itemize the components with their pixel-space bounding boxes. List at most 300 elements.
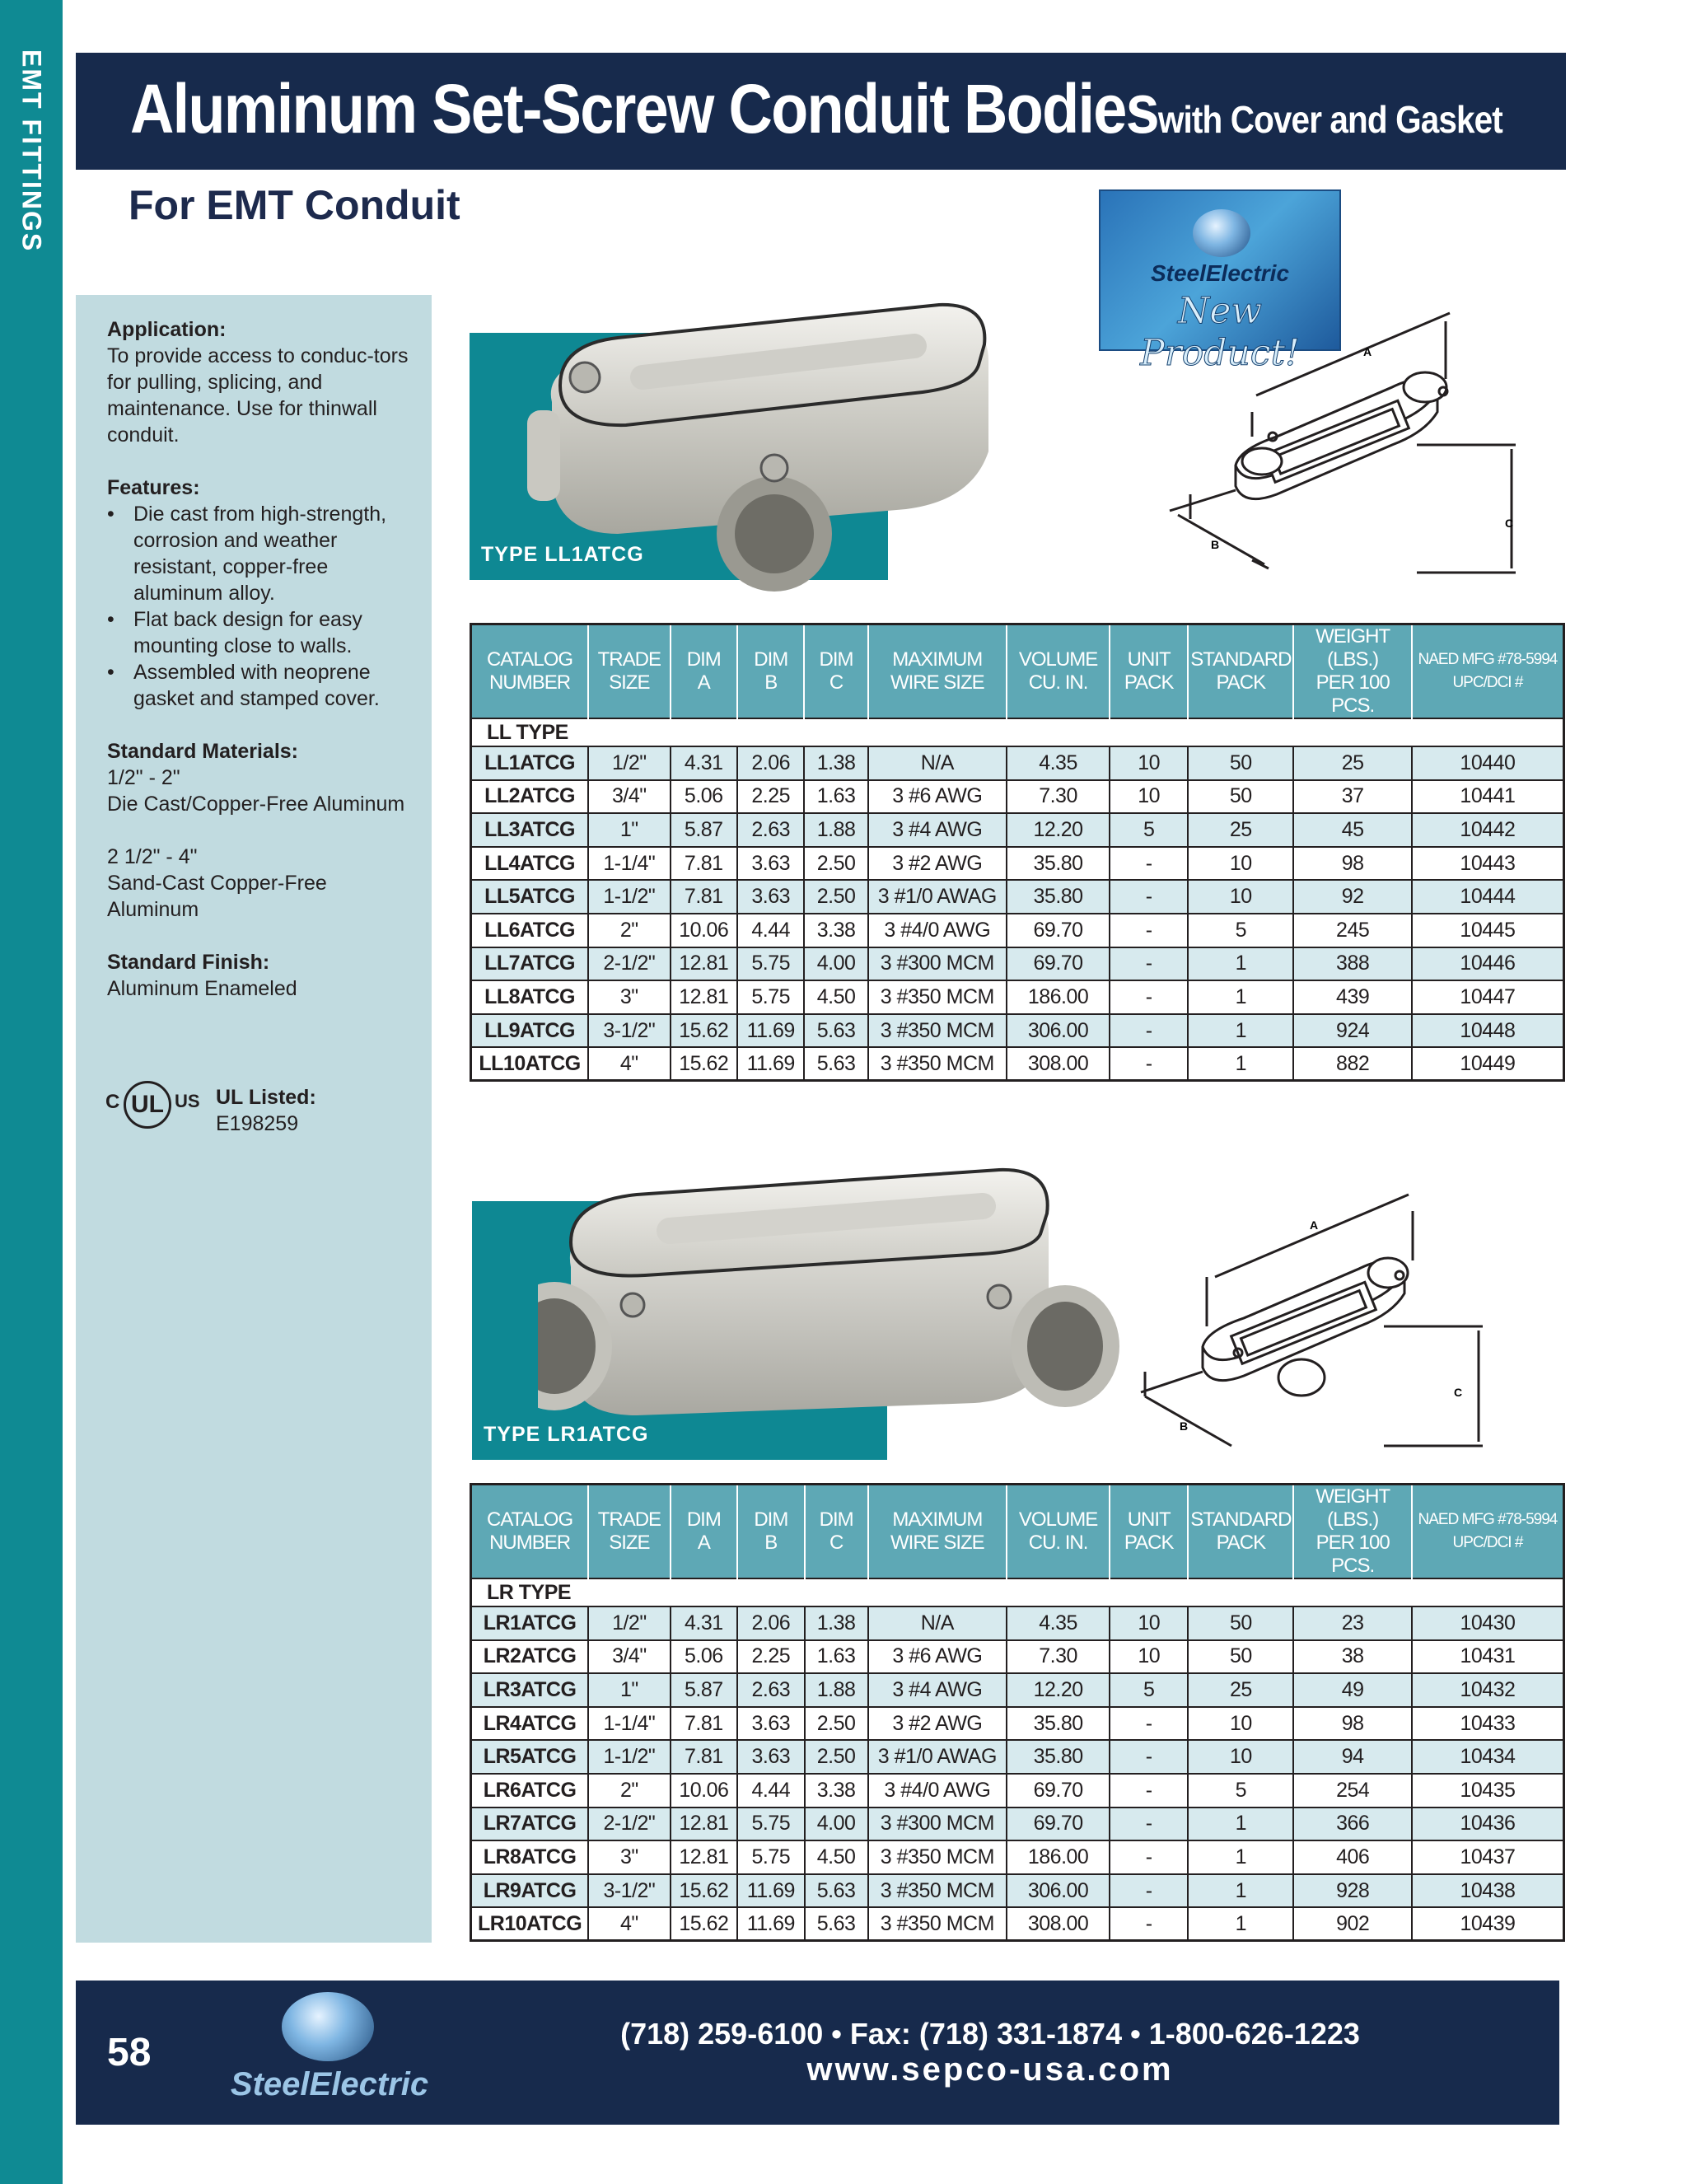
table-cell: 10432	[1412, 1673, 1564, 1707]
column-header	[1293, 624, 1411, 719]
table-row	[471, 1673, 1564, 1707]
table-cell: 928	[1293, 1874, 1411, 1908]
table-cell: 10431	[1412, 1640, 1564, 1674]
column-header-line: PER 100 PCS.	[1315, 1532, 1390, 1577]
column-header	[1110, 1485, 1188, 1579]
group-label: LR TYPE	[471, 1578, 1564, 1606]
ul-c: C	[105, 1091, 120, 1113]
column-header-line: UPC/DCI #	[1452, 674, 1523, 691]
table-cell: 10440	[1412, 746, 1564, 780]
table-cell: 10437	[1412, 1840, 1564, 1874]
features-list	[107, 501, 420, 712]
table-row	[471, 1014, 1564, 1048]
lr-product-photo	[472, 1201, 887, 1460]
table-cell: 5	[1110, 1673, 1188, 1707]
column-header-line: PER 100 PCS.	[1315, 671, 1390, 717]
column-header-line: SIZE	[609, 1532, 650, 1554]
table-cell: 12.81	[671, 980, 738, 1014]
table-cell: 10444	[1412, 880, 1564, 914]
table-row	[471, 1808, 1564, 1841]
table-cell: 10445	[1412, 914, 1564, 947]
table-cell: 94	[1293, 1740, 1411, 1774]
lr-table-header	[471, 1485, 1564, 1579]
table-cell: 11.69	[737, 1874, 804, 1908]
table-cell: 10	[1188, 847, 1293, 881]
table-cell: 366	[1293, 1808, 1411, 1841]
table-cell: 3.38	[805, 1774, 868, 1808]
website-link[interactable]: www.sepco-usa.com	[806, 2051, 1174, 2088]
catalog-number-cell: LL3ATCG	[471, 813, 589, 847]
table-cell: -	[1110, 847, 1188, 881]
column-header-line: MAXIMUM	[892, 648, 983, 671]
title-main: Aluminum Set-Screw Conduit Bodies	[130, 70, 1158, 147]
table-cell: 35.80	[1007, 1707, 1110, 1741]
dim-a-label: A	[1310, 1218, 1319, 1232]
catalog-number-cell: LR6ATCG	[471, 1774, 589, 1808]
table-cell: 15.62	[671, 1907, 737, 1941]
table-cell: 254	[1293, 1774, 1411, 1808]
table-cell: -	[1110, 1840, 1188, 1874]
table-cell: 5	[1188, 914, 1293, 947]
table-cell: 12.81	[671, 947, 738, 981]
column-header-line: MAXIMUM	[892, 1508, 983, 1531]
column-header	[1412, 1485, 1564, 1579]
column-header-line: C	[829, 1532, 844, 1554]
table-cell: 2.50	[804, 880, 867, 914]
table-cell: -	[1110, 1707, 1188, 1741]
column-header	[1412, 624, 1564, 719]
catalog-number-cell: LL4ATCG	[471, 847, 589, 881]
column-header-line: VOLUME	[1018, 1508, 1098, 1531]
page-footer	[76, 1981, 1559, 2125]
table-cell: 10433	[1412, 1707, 1564, 1741]
table-cell: 5.75	[737, 980, 804, 1014]
table-cell: 3 #6 AWG	[868, 1640, 1007, 1674]
table-cell: 7.81	[671, 847, 738, 881]
globe-logo-icon	[282, 1992, 374, 2061]
column-header-line: TRADE	[597, 1508, 661, 1531]
catalog-number-cell: LL6ATCG	[471, 914, 589, 947]
table-cell: 11.69	[737, 1014, 804, 1048]
column-header	[471, 1485, 589, 1579]
column-header	[671, 1485, 737, 1579]
table-cell: 2-1/2"	[588, 947, 670, 981]
page-title	[130, 69, 1502, 149]
table-row	[471, 1047, 1564, 1081]
table-cell: 1	[1188, 1907, 1293, 1941]
column-header	[1007, 1485, 1110, 1579]
table-cell: 2.06	[737, 1606, 804, 1640]
column-header-line: UNIT	[1127, 648, 1171, 671]
table-cell: 4.44	[737, 1774, 804, 1808]
ll-product-photo	[470, 333, 888, 580]
table-cell: 10	[1188, 1740, 1293, 1774]
table-cell: 69.70	[1007, 1774, 1110, 1808]
table-cell: 10.06	[671, 914, 738, 947]
table-cell: 4.35	[1007, 1606, 1110, 1640]
table-cell: 2.63	[737, 1673, 804, 1707]
column-header-line: CU. IN.	[1028, 1532, 1088, 1554]
table-cell: 11.69	[737, 1047, 804, 1081]
table-cell: 10448	[1412, 1014, 1564, 1048]
table-cell: 4.50	[804, 980, 867, 1014]
catalog-number-cell: LL10ATCG	[471, 1047, 589, 1081]
table-cell: -	[1110, 1874, 1188, 1908]
table-cell: 50	[1188, 780, 1293, 814]
table-row	[471, 1740, 1564, 1774]
table-cell: 11.69	[737, 1907, 804, 1941]
catalog-number-cell: LL5ATCG	[471, 880, 589, 914]
table-cell: 38	[1293, 1640, 1411, 1674]
table-cell: 10441	[1412, 780, 1564, 814]
table-row	[471, 914, 1564, 947]
column-header-line: WIRE SIZE	[890, 1532, 984, 1554]
table-cell: 3 #1/0 AWAG	[868, 880, 1007, 914]
table-cell: 10435	[1412, 1774, 1564, 1808]
table-cell: 1	[1188, 1874, 1293, 1908]
table-cell: 2.25	[737, 1640, 804, 1674]
badge-tag: New Product!	[1140, 290, 1300, 374]
table-cell: 4.31	[671, 746, 738, 780]
group-label: LL TYPE	[471, 718, 1564, 746]
table-cell: 245	[1293, 914, 1411, 947]
table-cell: 5	[1110, 813, 1188, 847]
column-header-line: NUMBER	[489, 1532, 571, 1554]
column-header-line: UNIT	[1127, 1508, 1171, 1531]
table-row	[471, 1907, 1564, 1941]
dim-b-label: B	[1180, 1419, 1189, 1433]
column-header-line: A	[697, 671, 710, 694]
table-cell: 306.00	[1007, 1874, 1110, 1908]
column-header	[1188, 1485, 1293, 1579]
column-header	[671, 624, 738, 719]
column-header-line: CATALOG	[486, 648, 573, 671]
table-cell: 50	[1188, 746, 1293, 780]
table-row	[471, 1840, 1564, 1874]
table-cell: 1-1/2"	[588, 1740, 670, 1774]
column-header-line: B	[764, 1532, 778, 1554]
table-cell: 1/2"	[588, 746, 670, 780]
catalog-number-cell: LR3ATCG	[471, 1673, 589, 1707]
application-text: To provide access to conduc-tors for pulling, splicing, and maintenance. Use for thinwall conduit.	[107, 344, 409, 447]
table-cell: -	[1110, 880, 1188, 914]
table-cell: -	[1110, 1907, 1188, 1941]
column-header	[588, 1485, 670, 1579]
column-header-line: B	[764, 671, 778, 694]
table-cell: 902	[1293, 1907, 1411, 1941]
table-cell: N/A	[868, 746, 1007, 780]
catalog-number-cell: LR10ATCG	[471, 1907, 589, 1941]
catalog-number-cell: LR9ATCG	[471, 1874, 589, 1908]
materials-1-size: 1/2" - 2"	[107, 766, 180, 789]
column-header-line: WEIGHT (LBS.)	[1315, 1485, 1390, 1531]
column-header	[1007, 624, 1110, 719]
table-cell: 406	[1293, 1840, 1411, 1874]
table-cell: 5.63	[805, 1874, 868, 1908]
table-cell: 10438	[1412, 1874, 1564, 1908]
column-header-line: DIM	[754, 648, 788, 671]
feature-item: • Die cast from high-strength, corrosion and weather resistant, copper-free aluminum alloy.	[107, 501, 420, 606]
column-header	[804, 624, 867, 719]
column-header-line: VOLUME	[1018, 648, 1098, 671]
feature-item: • Flat back design for easy mounting close to walls.	[107, 606, 420, 659]
table-cell: 5.63	[804, 1047, 867, 1081]
dim-a-label: A	[1363, 345, 1372, 358]
catalog-number-cell: LL9ATCG	[471, 1014, 589, 1048]
lr-dimension-diagram	[1137, 1162, 1483, 1458]
table-cell: 10434	[1412, 1740, 1564, 1774]
ll-body-illustration	[527, 287, 1137, 633]
table-cell: 7.30	[1007, 1640, 1110, 1674]
table-cell: 3 #350 MCM	[868, 1907, 1007, 1941]
table-cell: -	[1110, 1740, 1188, 1774]
table-cell: 2"	[588, 1774, 670, 1808]
table-cell: 3 #4/0 AWG	[868, 914, 1007, 947]
table-cell: 3/4"	[588, 1640, 670, 1674]
table-cell: 69.70	[1007, 914, 1110, 947]
table-cell: 25	[1188, 1673, 1293, 1707]
table-cell: 35.80	[1007, 880, 1110, 914]
table-cell: 1	[1188, 1014, 1293, 1048]
catalog-number-cell: LR4ATCG	[471, 1707, 589, 1741]
table-cell: 2.50	[805, 1740, 868, 1774]
table-cell: 3 #2 AWG	[868, 1707, 1007, 1741]
table-cell: 3 #4 AWG	[868, 1673, 1007, 1707]
catalog-number-cell: LR5ATCG	[471, 1740, 589, 1774]
table-cell: 5.75	[737, 1840, 804, 1874]
table-cell: 1	[1188, 1047, 1293, 1081]
table-cell: 35.80	[1007, 1740, 1110, 1774]
table-row	[471, 1774, 1564, 1808]
table-cell: 10	[1188, 1707, 1293, 1741]
table-cell: 2.63	[737, 813, 804, 847]
table-cell: 4"	[588, 1047, 670, 1081]
table-row	[471, 1874, 1564, 1908]
ul-us: US	[175, 1091, 200, 1111]
catalog-number-cell: LR2ATCG	[471, 1640, 589, 1674]
materials-heading: Standard Materials:	[107, 740, 299, 763]
table-cell: 5.06	[671, 780, 738, 814]
table-cell: 15.62	[671, 1014, 738, 1048]
column-header-line: DIM	[819, 1508, 853, 1531]
lr-table-body	[471, 1578, 1564, 1941]
column-header	[1293, 1485, 1411, 1579]
column-header	[1188, 624, 1293, 719]
table-cell: 3 #300 MCM	[868, 947, 1007, 981]
table-cell: 2.06	[737, 746, 804, 780]
column-header-line: STANDARD	[1190, 1508, 1292, 1531]
lr-photo-label: TYPE LR1ATCG	[484, 1423, 649, 1446]
table-cell: 3"	[588, 980, 670, 1014]
ul-circle: UL	[124, 1081, 171, 1129]
table-cell: 186.00	[1007, 1840, 1110, 1874]
page-number: 58	[107, 2031, 152, 2074]
table-cell: 12.20	[1007, 1673, 1110, 1707]
column-header-line: DIM	[686, 648, 721, 671]
table-cell: 1	[1188, 1840, 1293, 1874]
column-header-line: NUMBER	[489, 671, 571, 694]
side-section-strip	[0, 0, 63, 2184]
table-cell: 4.50	[805, 1840, 868, 1874]
lr-spec-table	[470, 1483, 1565, 1942]
table-cell: 10447	[1412, 980, 1564, 1014]
table-cell: 924	[1293, 1014, 1411, 1048]
table-cell: 50	[1188, 1640, 1293, 1674]
table-cell: 10443	[1412, 847, 1564, 881]
table-cell: 3 #350 MCM	[868, 980, 1007, 1014]
table-cell: 1.88	[804, 813, 867, 847]
table-cell: 7.30	[1007, 780, 1110, 814]
table-cell: 3 #350 MCM	[868, 1047, 1007, 1081]
table-cell: 2.25	[737, 780, 804, 814]
table-row	[471, 1707, 1564, 1741]
table-cell: 1-1/4"	[588, 1707, 670, 1741]
column-header-line: PACK	[1216, 671, 1266, 694]
table-cell: 3-1/2"	[588, 1014, 670, 1048]
column-header-line: TRADE	[597, 648, 661, 671]
catalog-number-cell: LR8ATCG	[471, 1840, 589, 1874]
table-row	[471, 1606, 1564, 1640]
badge-brand: SteelElectric	[1150, 260, 1290, 286]
table-cell: 1.38	[804, 746, 867, 780]
info-content	[107, 316, 420, 1002]
features-heading: Features:	[107, 476, 200, 499]
page-header	[76, 53, 1566, 170]
column-header-line: A	[697, 1532, 710, 1554]
table-cell: 10449	[1412, 1047, 1564, 1081]
column-header	[737, 624, 804, 719]
table-cell: 69.70	[1007, 1808, 1110, 1841]
column-header-line: UPC/DCI #	[1452, 1534, 1523, 1551]
column-header-line: CATALOG	[487, 1508, 573, 1531]
column-header-line: PACK	[1216, 1532, 1266, 1554]
table-cell: 10439	[1412, 1907, 1564, 1941]
table-cell: 12.20	[1007, 813, 1110, 847]
ul-listing	[216, 1084, 316, 1137]
table-cell: 10446	[1412, 947, 1564, 981]
table-cell: 5.75	[737, 947, 804, 981]
column-header	[868, 1485, 1007, 1579]
table-cell: 3.38	[804, 914, 867, 947]
column-header-line: C	[829, 671, 844, 694]
table-cell: 12.81	[671, 1808, 737, 1841]
table-cell: -	[1110, 1014, 1188, 1048]
table-cell: N/A	[868, 1606, 1007, 1640]
table-cell: 4.00	[804, 947, 867, 981]
table-cell: 49	[1293, 1673, 1411, 1707]
table-cell: 1.63	[804, 780, 867, 814]
table-cell: 7.81	[671, 1740, 737, 1774]
table-cell: 23	[1293, 1606, 1411, 1640]
table-cell: 4.35	[1007, 746, 1110, 780]
table-cell: 4.31	[671, 1606, 737, 1640]
table-cell: -	[1110, 947, 1188, 981]
table-cell: 5.87	[671, 1673, 737, 1707]
column-header-line: NAED MFG #78-5994	[1418, 651, 1558, 668]
title-suffix: with Cover and Gasket	[1157, 98, 1502, 141]
table-cell: 25	[1293, 746, 1411, 780]
column-header-line: DIM	[686, 1508, 721, 1531]
ul-number: E198259	[216, 1112, 299, 1135]
table-cell: 10.06	[671, 1774, 737, 1808]
table-cell: 37	[1293, 780, 1411, 814]
column-header-line: WIRE SIZE	[890, 671, 984, 694]
table-cell: -	[1110, 1808, 1188, 1841]
catalog-number-cell: LR7ATCG	[471, 1808, 589, 1841]
application-heading: Application:	[107, 318, 227, 341]
ul-title: UL Listed:	[216, 1086, 316, 1109]
table-cell: 4.00	[805, 1808, 868, 1841]
table-row	[471, 1640, 1564, 1674]
table-cell: 2.50	[805, 1707, 868, 1741]
table-cell: 3 #1/0 AWAG	[868, 1740, 1007, 1774]
ul-listed-icon	[102, 1079, 200, 1129]
footer-logo-text: SteelElectric	[230, 2066, 429, 2102]
table-cell: 3/4"	[588, 780, 670, 814]
column-header-line: PACK	[1124, 671, 1174, 694]
catalog-number-cell: LL7ATCG	[471, 947, 589, 981]
table-cell: 1"	[588, 1673, 670, 1707]
table-cell: -	[1110, 1774, 1188, 1808]
column-header	[737, 1485, 804, 1579]
column-header	[588, 624, 670, 719]
table-cell: 4"	[588, 1907, 670, 1941]
table-row	[471, 880, 1564, 914]
table-cell: 1"	[588, 813, 670, 847]
table-cell: 3-1/2"	[588, 1874, 670, 1908]
table-cell: 10442	[1412, 813, 1564, 847]
table-cell: 25	[1188, 813, 1293, 847]
table-cell: 10	[1110, 780, 1188, 814]
table-cell: 3 #300 MCM	[868, 1808, 1007, 1841]
table-cell: 69.70	[1007, 947, 1110, 981]
column-header	[868, 624, 1007, 719]
table-cell: 3.63	[737, 880, 804, 914]
column-header-line: WEIGHT (LBS.)	[1315, 625, 1390, 671]
table-cell: 3.63	[737, 1707, 804, 1741]
catalog-number-cell: LL8ATCG	[471, 980, 589, 1014]
table-cell: 306.00	[1007, 1014, 1110, 1048]
table-cell: 4.44	[737, 914, 804, 947]
finish-text: Aluminum Enameled	[107, 977, 297, 1000]
table-cell: 3"	[588, 1840, 670, 1874]
table-cell: 12.81	[671, 1840, 737, 1874]
ll-spec-table	[470, 623, 1565, 1082]
page-subtitle: For EMT Conduit	[129, 182, 460, 228]
table-cell: 2.50	[804, 847, 867, 881]
catalog-number-cell: LL2ATCG	[471, 780, 589, 814]
column-header-line: PACK	[1124, 1532, 1174, 1554]
table-cell: -	[1110, 1047, 1188, 1081]
column-header	[1110, 624, 1188, 719]
table-cell: 882	[1293, 1047, 1411, 1081]
table-cell: 98	[1293, 847, 1411, 881]
table-cell: 1.38	[805, 1606, 868, 1640]
table-cell: 3.63	[737, 847, 804, 881]
table-cell: 92	[1293, 880, 1411, 914]
table-cell: 3.63	[737, 1740, 804, 1774]
table-row	[471, 780, 1564, 814]
table-cell: 1-1/4"	[588, 847, 670, 881]
table-cell: 3 #350 MCM	[868, 1874, 1007, 1908]
table-cell: 5.87	[671, 813, 738, 847]
table-cell: -	[1110, 980, 1188, 1014]
feature-item: • Assembled with neoprene gasket and stamped cover.	[107, 659, 420, 712]
table-cell: 1-1/2"	[588, 880, 670, 914]
materials-1-desc: Die Cast/Copper-Free Aluminum	[107, 793, 405, 816]
table-cell: 50	[1188, 1606, 1293, 1640]
dim-b-label: B	[1211, 538, 1220, 551]
